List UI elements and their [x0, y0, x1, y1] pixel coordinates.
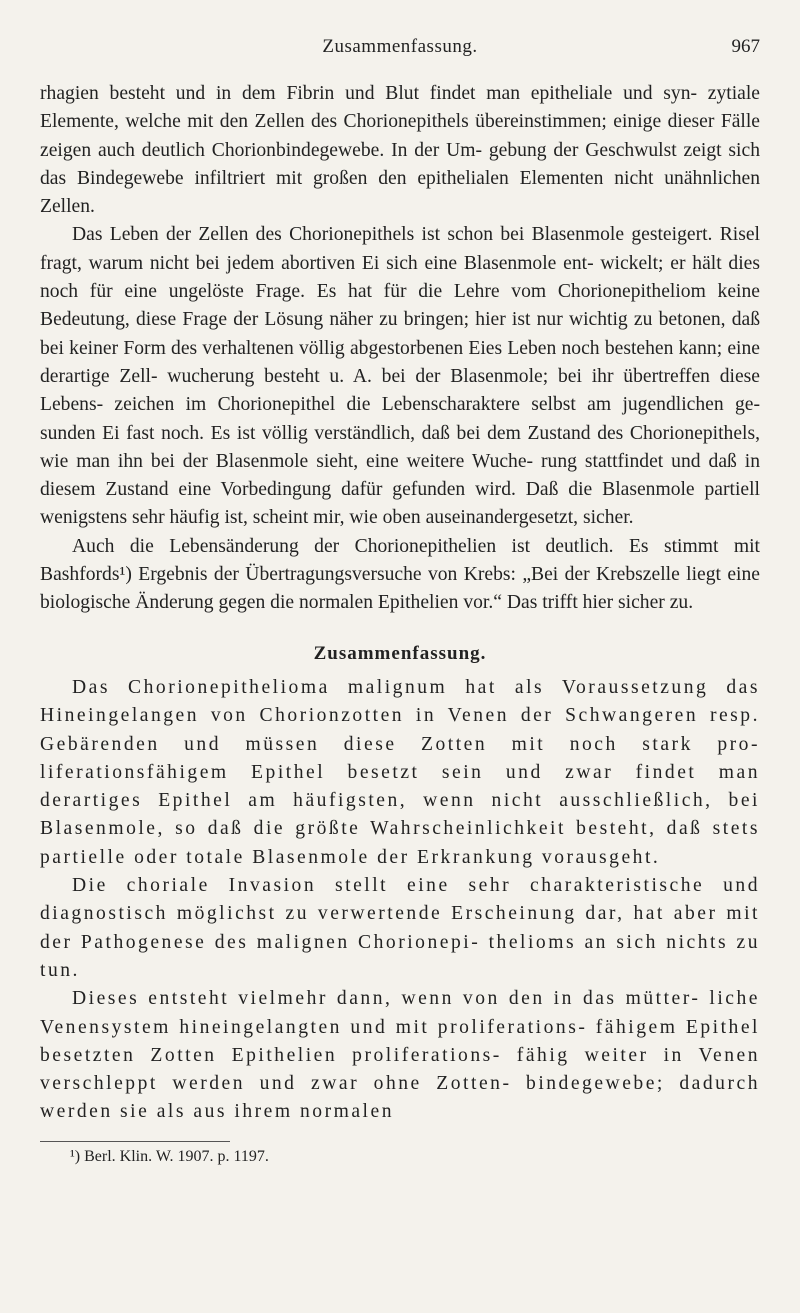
running-head	[40, 30, 760, 60]
summary-paragraph: Dieses entsteht vielmehr dann, wenn von den in das mütter- liche Venensystem hineingelangten und mit proliferations- fähigem Epithel besetzten Zotten Epithelien proliferations- fähig weiter in Venen verschleppt werden und zwar ohne Zotten- bindegewebe; dadurch werden sie als aus ihrem normalen	[40, 988, 760, 1123]
summary-paragraph: Das Chorionepithelioma malignum hat als Voraussetzung das Hineingelangen von Chorionzotten in Venen der Schwangeren resp. Gebärenden und müssen diese Zotten mit noch stark pro- liferationsfähigem Epithel besetzt sein und zwar findet man derartiges Epithel am häufigsten, wenn nicht ausschließlich, bei Blasenmole, so daß die größte Wahrscheinlichkeit besteht, daß stets partielle oder totale Blasenmole der Erkrankung vorausgeht.	[40, 676, 760, 868]
summary-paragraph: Die choriale Invasion stellt eine sehr charakteristische und diagnostisch möglichst zu verwertende Erscheinung dar, hat aber mit der Pathogenese des malignen Chorionepi- thelioms an sich nichts zu tun.	[40, 875, 760, 981]
section-title: Zusammenfassung.	[313, 642, 487, 664]
paragraph: Auch die Lebensänderung der Chorionepithelien ist deutlich. Es stimmt mit Bashfords¹) Ergebnis der Übertragungsversuche von Krebs: „Bei der Krebszelle liegt eine biologische Änderung gegen die normalen Epithelien vor.“ Das trifft hier sicher zu.	[40, 535, 760, 614]
page-number: 967	[731, 36, 760, 57]
paragraph: rhagien besteht und in dem Fibrin und Blut findet man epitheliale und syn- zytiale Elemente, welche mit den Zellen des Chorionepithels übereinstimmen; einige dieser Fälle zeigen auch deutlich Chorionbindegewebe. In der Um- gebung der Geschwulst zeigt sich das Bindegewebe infiltriert mit großen den epithelialen Elementen nicht unähnlichen Zellen.	[40, 83, 760, 218]
footnote: ¹) Berl. Klin. W. 1907. p. 1197.	[70, 1147, 269, 1165]
footnote-rule	[40, 1141, 230, 1142]
body-text	[40, 80, 760, 1127]
page	[40, 30, 760, 1166]
paragraph: Das Leben der Zellen des Chorionepithels ist schon bei Blasenmole gesteigert. Risel fragt, warum nicht bei jedem abortiven Ei sich eine Blasenmole ent- wickelt; er hält dies noch für eine ungelöste Frage. Es hat für die Lehre vom Chorionepitheliom keine Bedeutung, diese Frage der Lösung näher zu bringen; hier ist nur wichtig zu betonen, daß bei keiner Form des verhaltenen völlig abgestorbenen Eies Leben noch bestehen kann; eine derartige Zell- wucherung besteht u. A. bei der Blasenmole; bei ihr übertreffen diese Lebens- zeichen im Chorionepithel die Lebenscharaktere selbst am jugendlichen ge- sunden Ei fast noch. Es ist völlig verständlich, daß bei dem Zustand des Chorionepithels, wie man ihn bei der Blasenmole sieht, eine weitere Wuche- rung stattfindet und daß in diesem Zustand eine Vorbedingung dafür gefunden wird. Daß die Blasenmole partiell wenigstens sehr häufig ist, scheint mir, wie oben auseinandergesetzt, sicher.	[40, 224, 760, 529]
running-title: Zusammenfassung.	[322, 36, 478, 57]
